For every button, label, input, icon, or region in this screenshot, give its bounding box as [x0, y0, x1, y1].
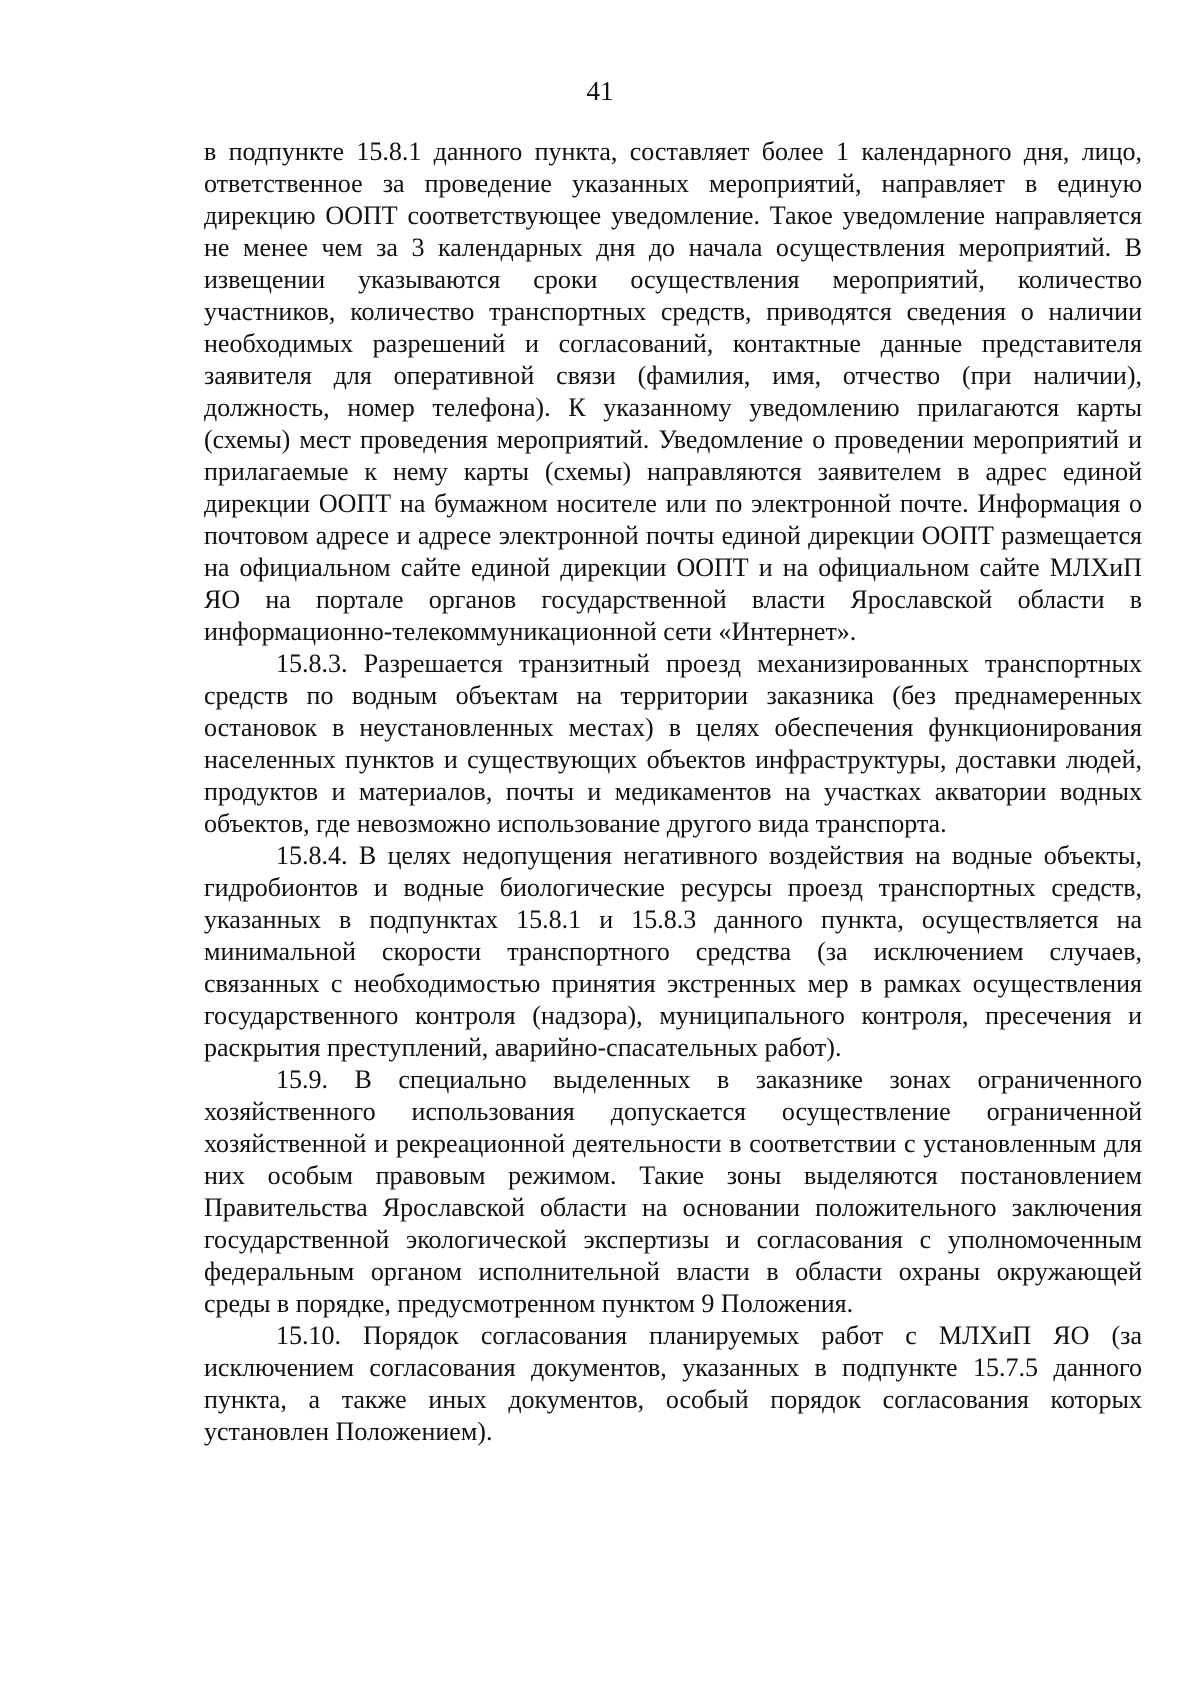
paragraph-15-8-4: 15.8.4. В целях недопущения негативного воздействия на водные объекты, гидробионтов и водные биологические ресурсы проезд транспортных средств, указанных в подпунктах 15.8.1 и 15.8.3 данного пункта, осуществляется на минимальной скорости транспортного средства (за исключением случаев, связанных с необходимостью принятия экстренных мер в рамках осуществления государственного контроля (надзора), муниципального контроля, пресечения и раскрытия преступлений, аварийно-спасательных работ). — [204, 841, 1142, 1062]
paragraph-15-10: 15.10. Порядок согласования планируемых работ с МЛХиП ЯО (за исключением согласования документов, указанных в подпункте 15.7.5 данного пункта, а также иных документов, особый порядок согласования которых установлен Положением). — [204, 1321, 1142, 1446]
paragraph-15-9: 15.9. В специально выделенных в заказнике зонах ограниченного хозяйственного использования допускается осуществление ограниченной хозяйственной и рекреационной деятельности в соответствии с установленным для них особым правовым режимом. Такие зоны выделяются постановлением Правительства Ярославской области на основании положительного заключения государственной экологической экспертизы и согласования с уполномоченным федеральным органом исполнительной власти в области охраны окружающей среды в порядке, предусмотренном пунктом 9 Положения. — [204, 1065, 1142, 1318]
document-body — [204, 136, 1142, 1448]
page-number: 41 — [586, 76, 614, 106]
paragraph-continuation: в подпункте 15.8.1 данного пункта, составляет более 1 календарного дня, лицо, ответственное за проведение указанных мероприятий, направляет в единую дирекцию ООПТ соответствующее уведомление. Такое уведомление направляется не менее чем за 3 календарных дня до начала осуществления мероприятий. В извещении указываются сроки осуществления мероприятий, количество участников, количество транспортных средств, приводятся сведения о наличии необходимых разрешений и согласований, контактные данные представителя заявителя для оперативной связи (фамилия, имя, отчество (при наличии), должность, номер телефона). К указанному уведомлению прилагаются карты (схемы) мест проведения мероприятий. Уведомление о проведении мероприятий и прилагаемые к нему карты (схемы) направляются заявителем в адрес единой дирекции ООПТ на бумажном носителе или по электронной почте. Информация о почтовом адресе и адресе электронной почты единой дирекции ООПТ размещается на официальном сайте единой дирекции ООПТ и на официальном сайте МЛХиП ЯО на портале органов государственной власти Ярославской области в информационно-телекоммуникационной сети «Интернет». — [204, 137, 1142, 646]
paragraph-15-8-3: 15.8.3. Разрешается транзитный проезд механизированных транспортных средств по водным объектам на территории заказника (без преднамеренных остановок в неустановленных местах) в целях обеспечения функционирования населенных пунктов и существующих объектов инфраструктуры, доставки людей, продуктов и материалов, почты и медикаментов на участках акватории водных объектов, где невозможно использование другого вида транспорта. — [204, 649, 1142, 838]
